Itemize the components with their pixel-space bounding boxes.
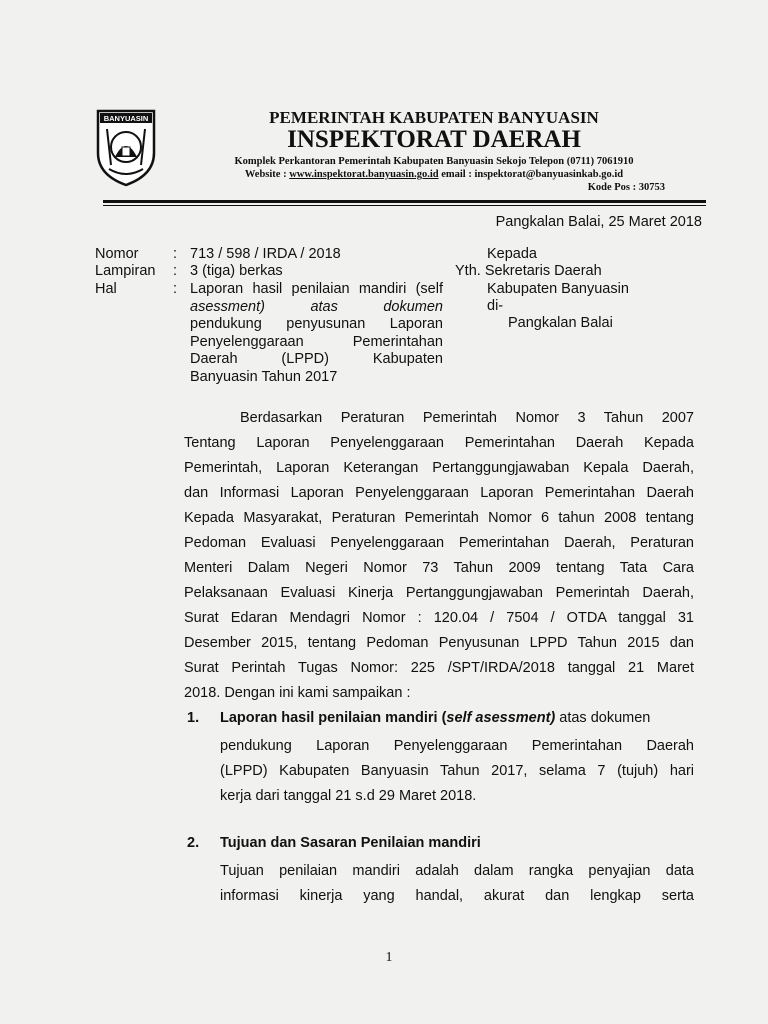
subject bbox=[190, 281, 443, 386]
office-name: INSPEKTORAT DAERAH bbox=[287, 126, 581, 153]
body-line: Surat Perintah Tugas Nomor: 225 /SPT/IRDA/2018 tanggal 21 Maret bbox=[184, 660, 694, 676]
government-name: PEMERINTAH KABUPATEN BANYUASIN bbox=[269, 108, 599, 127]
letter-date: Pangkalan Balai, 25 Maret 2018 bbox=[495, 214, 702, 230]
page-number: 1 bbox=[385, 950, 393, 965]
item-title: Laporan hasil penilaian mandiri (self asessment) atas dokumen bbox=[220, 710, 651, 726]
lampiran-value: 3 (tiga) berkas bbox=[190, 263, 283, 279]
body-line: Surat Edaran Mendagri Nomor : 120.04 / 7504 / OTDA tanggal 31 bbox=[184, 610, 694, 626]
item-line: kerja dari tanggal 21 s.d 29 Maret 2018. bbox=[220, 788, 477, 804]
body-line: Kepada Masyarakat, Peraturan Pemerintah Nomor 6 tahun 2008 tentang bbox=[184, 510, 694, 526]
subject-line: Banyuasin Tahun 2017 bbox=[190, 368, 338, 385]
office-address: Komplek Perkantoran Pemerintah Kabupaten Banyuasin Sekojo Telepon (0711) 7061910 bbox=[234, 156, 634, 167]
recipient-place: Pangkalan Balai bbox=[508, 315, 613, 331]
subject-line: Penyelenggaraan Pemerintahan bbox=[190, 333, 443, 350]
item-title: Tujuan dan Sasaran Penilaian mandiri bbox=[220, 835, 481, 851]
subject-line: Laporan hasil penilaian mandiri (self bbox=[190, 281, 443, 297]
recipient-yth: Yth. Sekretaris Daerah bbox=[455, 263, 602, 279]
header-rule-thick bbox=[103, 200, 706, 203]
item-body bbox=[220, 734, 694, 809]
item-line: Tujuan penilaian mandiri adalah dalam rangka penyajian data bbox=[220, 863, 694, 879]
body-line: Pedoman Evaluasi Penyelenggaraan Pemerintahan Daerah, Peraturan bbox=[184, 535, 694, 551]
body-line: dan Informasi Laporan Penyelenggaraan Laporan Pemerintahan Daerah bbox=[184, 485, 694, 501]
nomor-label: Nomor bbox=[95, 246, 139, 262]
item-line: informasi kinerja yang handal, akurat dan lengkap serta bbox=[220, 888, 694, 904]
recipient-di: di- bbox=[487, 298, 504, 314]
logo-text: BANYUASIN bbox=[103, 114, 149, 123]
item-line: pendukung Laporan Penyelenggaraan Pemerintahan Daerah bbox=[220, 738, 694, 754]
body-line: Pemerintah, Laporan Keterangan Pertanggungjawaban Kepala Daerah, bbox=[184, 460, 694, 476]
subject-line: Daerah (LPPD) Kabupaten bbox=[190, 351, 443, 367]
body-line: Berdasarkan Peraturan Pemerintah Nomor 3 Tahun 2007 bbox=[240, 410, 694, 426]
item-number: 1. bbox=[187, 710, 200, 726]
recipient-kepada: Kepada bbox=[487, 246, 537, 262]
colon: : bbox=[173, 281, 178, 297]
recipient-line2: Kabupaten Banyuasin bbox=[487, 281, 629, 297]
contact-line: Website : www.inspektorat.banyuasin.go.id email : inspektorat@banyuasinkab.go.id bbox=[244, 169, 624, 180]
body-line: Pelaksanaan Evaluasi Kinerja Pertanggungjawaban Pemerintah Daerah, bbox=[184, 585, 694, 601]
website-link: www.inspektorat.banyuasin.go.id bbox=[289, 169, 439, 180]
item-number: 2. bbox=[187, 835, 200, 851]
item-body bbox=[220, 859, 694, 909]
colon: : bbox=[173, 263, 178, 279]
nomor-value: 713 / 598 / IRDA / 2018 bbox=[190, 246, 341, 262]
body-line: Tentang Laporan Penyelenggaraan Pemerintahan Daerah Kepada bbox=[184, 435, 694, 451]
lampiran-label: Lampiran bbox=[95, 263, 156, 279]
postal-code: Kode Pos : 30753 bbox=[587, 182, 665, 193]
subject-line: pendukung penyusunan Laporan bbox=[190, 316, 443, 332]
subject-line: asessment) atas dokumen bbox=[190, 298, 443, 315]
item-line: (LPPD) Kabupaten Banyuasin Tahun 2017, selama 7 (tujuh) hari bbox=[220, 763, 694, 779]
body-paragraph bbox=[184, 406, 694, 706]
header-rule-thin bbox=[103, 205, 706, 206]
hal-label: Hal bbox=[95, 281, 117, 297]
body-line: Desember 2015, tentang Pedoman Penyusunan LPPD Tahun 2015 dan bbox=[184, 635, 694, 651]
body-line: 2018. Dengan ini kami sampaikan : bbox=[184, 685, 411, 701]
email-address: inspektorat@banyuasinkab.go.id bbox=[474, 169, 624, 180]
colon: : bbox=[173, 246, 178, 262]
body-line: Menteri Dalam Negeri Nomor 73 Tahun 2009 tentang Tata Cara bbox=[184, 560, 694, 576]
